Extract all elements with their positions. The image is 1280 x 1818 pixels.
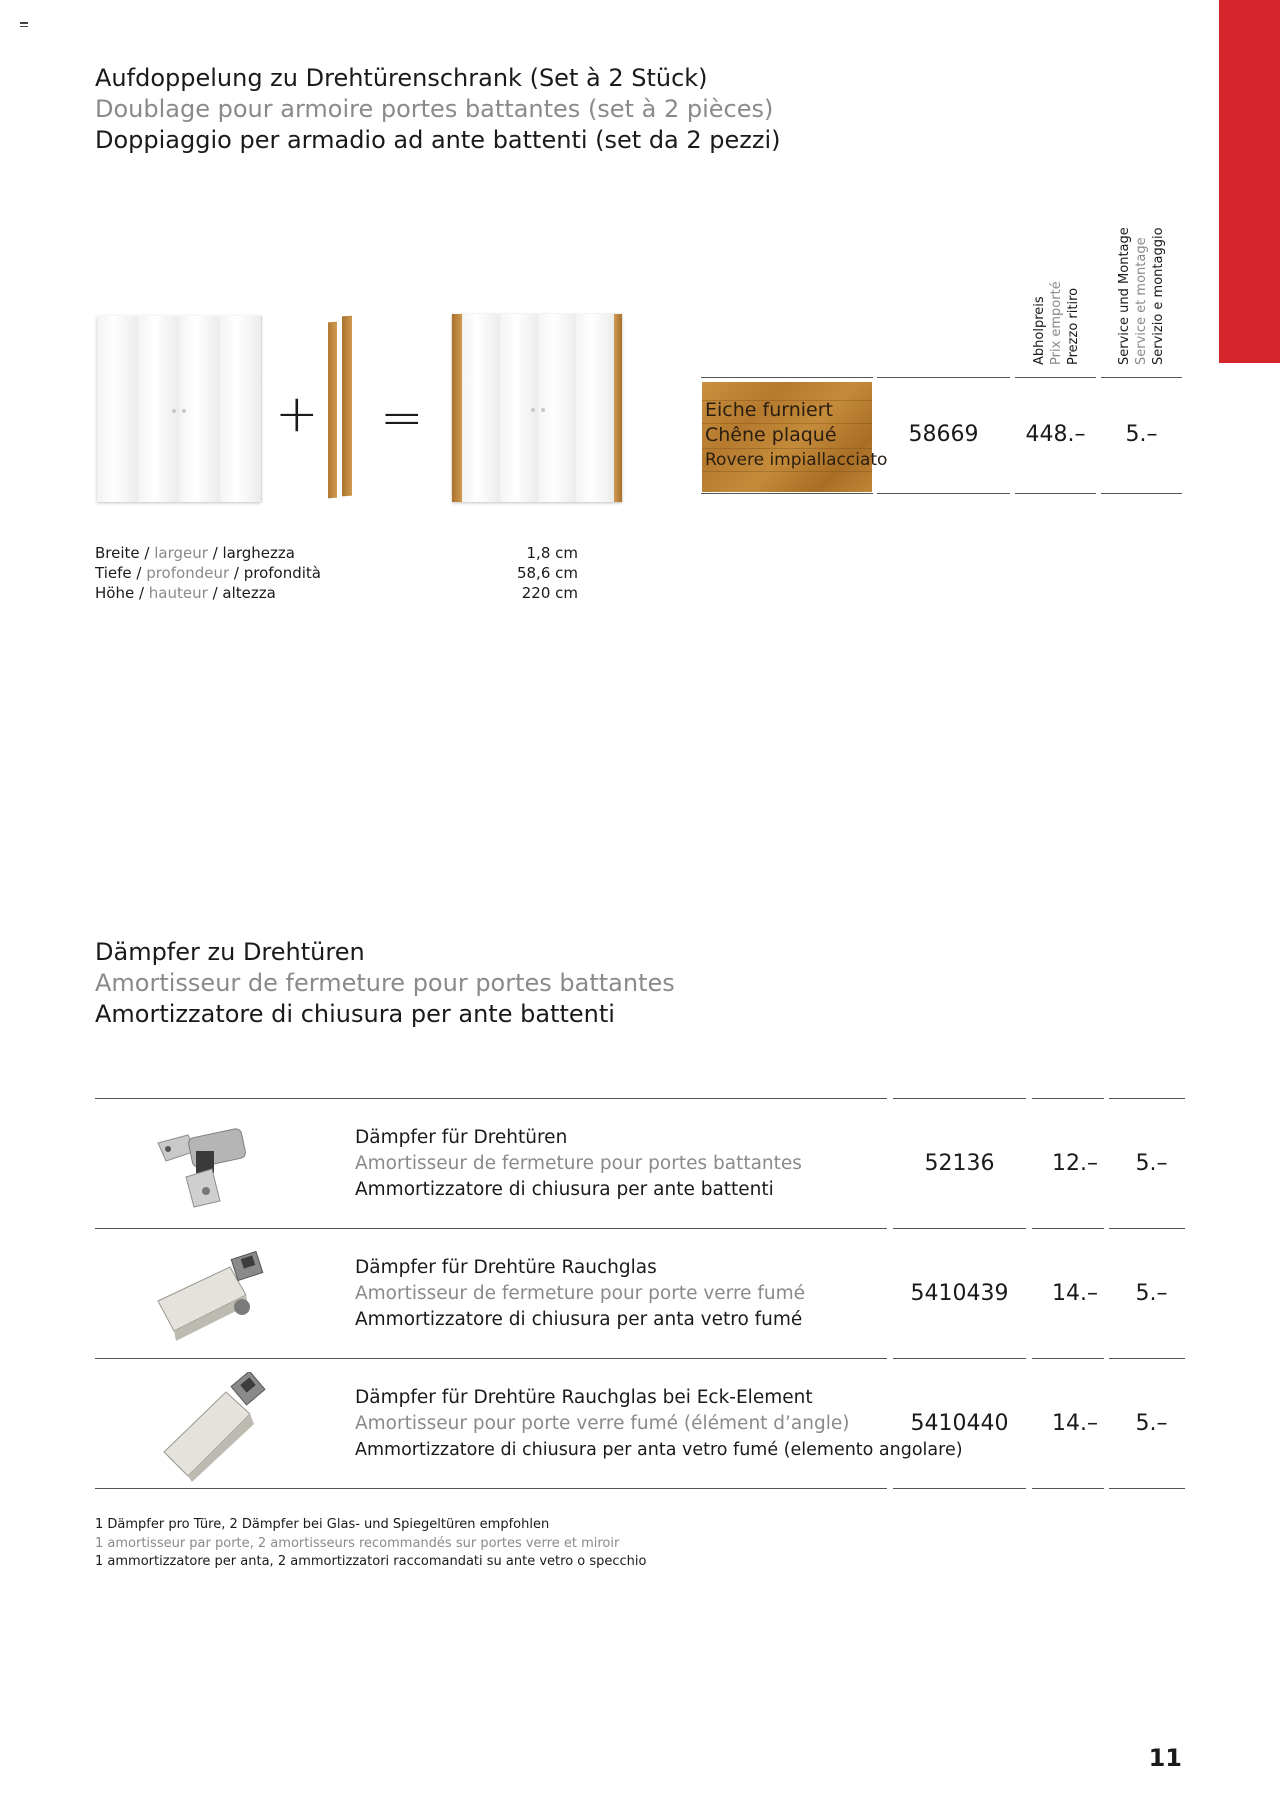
article-number: 58669 [908, 422, 979, 447]
table1-rule-top [1101, 377, 1182, 378]
row2-service: 5.– [1135, 1281, 1168, 1306]
row1-service: 5.– [1135, 1151, 1168, 1176]
menu-icon[interactable] [20, 22, 28, 29]
section1-title-de: Aufdoppelung zu Drehtürenschrank (Set à 2 Stück) [95, 64, 708, 92]
pickup-price: 448.– [1025, 422, 1086, 447]
table1-rule-bottom [877, 493, 1010, 494]
table1-rule-bottom [1101, 493, 1182, 494]
dimensions-labels [95, 543, 321, 603]
section2-title-de: Dämpfer zu Drehtüren [95, 938, 365, 966]
dimension-value-depth: 58,6 cm [516, 564, 578, 582]
section-tab [1219, 0, 1280, 363]
dimension-row-width: Breite / largeur / larghezza [95, 544, 295, 562]
product-row-1: Dämpfer für Drehtüren Amortisseur de fermeture pour portes battantes Ammortizzatore di chiusura per ante battenti [355, 1127, 802, 1200]
table1-rule-bottom [701, 493, 873, 494]
dimension-value-width: 1,8 cm [526, 544, 578, 562]
row3-service: 5.– [1135, 1411, 1168, 1436]
row2-price: 14.– [1052, 1281, 1098, 1306]
dimension-value-height: 220 cm [521, 584, 578, 602]
row3-article: 5410440 [910, 1411, 1009, 1436]
row1-article: 52136 [924, 1151, 995, 1176]
dimension-row-depth: Tiefe / profondeur / profondità [95, 564, 321, 582]
plus-sign: + [275, 384, 319, 444]
dimension-row-height: Höhe / hauteur / altezza [95, 584, 276, 602]
section1-title-it: Doppiaggio per armadio ad ante battenti (set da 2 pezzi) [95, 126, 781, 154]
section1-title-fr: Doublage pour armoire portes battantes (set à 2 pièces) [95, 95, 774, 123]
table1-rule-top [1015, 377, 1096, 378]
oak-finish-label: Eiche furniert Chêne plaqué Rovere impiallacciato [705, 399, 888, 470]
corner-damper-image [150, 1372, 280, 1482]
dimensions-values [480, 543, 578, 603]
header-pickup-price: Abholpreis Prix emporté Prezzo ritiro [1032, 281, 1081, 365]
hinge-damper-image [150, 1115, 270, 1215]
equals-sign: = [380, 388, 424, 448]
section2-title-it: Amortizzatore di chiusura per ante battenti [95, 1000, 615, 1028]
table1-rule-top [701, 377, 873, 378]
table1-rule-bottom [1015, 493, 1096, 494]
oak-panels-image [326, 316, 356, 498]
row1-price: 12.– [1052, 1151, 1098, 1176]
wardrobe-oak-image [452, 314, 622, 502]
row3-price: 14.– [1052, 1411, 1098, 1436]
wardrobe-white-image [97, 316, 261, 502]
glass-damper-image [150, 1245, 280, 1345]
footnote: 1 Dämpfer pro Türe, 2 Dämpfer bei Glas- und Spiegeltüren empfohlen 1 amortisseur par porte, 2 amortisseurs recommandés sur portes verre et miroir 1 ammortizzatore per anta, 2 ammortizzatori raccomandati su ante vetro o specchio [95, 1517, 647, 1569]
service-price: 5.– [1125, 422, 1158, 447]
page-number: 11 [1148, 1744, 1182, 1772]
product-row-3: Dämpfer für Drehtüre Rauchglas bei Eck-Element Amortisseur pour porte verre fumé (élément d’angle) Ammortizzatore di chiusura per anta vetro fumé (elemento angolare) [355, 1387, 963, 1460]
section2-title-fr: Amortisseur de fermeture pour portes battantes [95, 969, 675, 997]
product-row-2: Dämpfer für Drehtüre Rauchglas Amortisseur de fermeture pour porte verre fumé Ammortizzatore di chiusura per anta vetro fumé [355, 1257, 806, 1330]
header-service: Service und Montage Service et montage Servizio e montaggio [1117, 227, 1166, 365]
row2-article: 5410439 [910, 1281, 1009, 1306]
table1-rule-top [877, 377, 1010, 378]
